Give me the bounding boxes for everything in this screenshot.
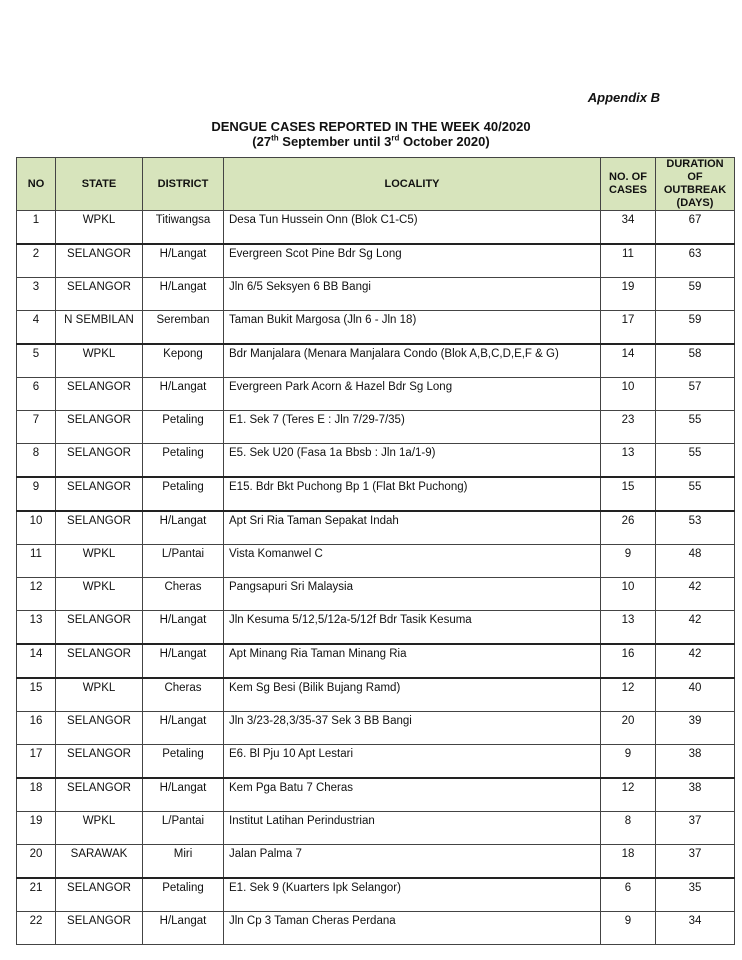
table-row: [17, 378, 735, 411]
cell-locality: Kem Pga Batu 7 Cheras: [224, 778, 601, 812]
header-district: DISTRICT: [143, 158, 224, 211]
cell-no: 15: [17, 678, 56, 712]
cell-district: L/Pantai: [143, 545, 224, 578]
cell-no: 17: [17, 745, 56, 779]
cell-days: 42: [656, 578, 735, 611]
cell-district: Cheras: [143, 678, 224, 712]
cell-district: L/Pantai: [143, 812, 224, 845]
table-row: [17, 745, 735, 779]
cell-cases: 8: [601, 812, 656, 845]
cell-district: H/Langat: [143, 278, 224, 311]
cell-cases: 13: [601, 444, 656, 478]
cell-no: 20: [17, 845, 56, 879]
cell-days: 37: [656, 812, 735, 845]
cell-cases: 6: [601, 878, 656, 912]
table-row: [17, 244, 735, 278]
appendix-label: Appendix B: [587, 90, 660, 105]
cell-district: Petaling: [143, 444, 224, 478]
cell-days: 58: [656, 344, 735, 378]
cell-state: SELANGOR: [56, 644, 143, 678]
table-row: [17, 578, 735, 611]
table-row: [17, 644, 735, 678]
table-row: [17, 211, 735, 245]
cell-cases: 11: [601, 244, 656, 278]
cell-district: Kepong: [143, 344, 224, 378]
header-state: STATE: [56, 158, 143, 211]
cell-days: 57: [656, 378, 735, 411]
cell-state: N SEMBILAN: [56, 311, 143, 345]
cell-cases: 12: [601, 678, 656, 712]
table-row: [17, 511, 735, 545]
dengue-cases-table: [16, 157, 735, 945]
cell-days: 67: [656, 211, 735, 245]
cell-cases: 9: [601, 545, 656, 578]
cell-no: 4: [17, 311, 56, 345]
cell-district: Cheras: [143, 578, 224, 611]
cell-district: Titiwangsa: [143, 211, 224, 245]
cell-no: 19: [17, 812, 56, 845]
cell-state: SELANGOR: [56, 778, 143, 812]
cell-state: WPKL: [56, 211, 143, 245]
cell-cases: 12: [601, 778, 656, 812]
cell-state: WPKL: [56, 578, 143, 611]
cell-district: H/Langat: [143, 644, 224, 678]
cell-state: WPKL: [56, 545, 143, 578]
cell-locality: Jln Cp 3 Taman Cheras Perdana: [224, 912, 601, 945]
table-row: [17, 311, 735, 345]
cell-locality: Jln 6/5 Seksyen 6 BB Bangi: [224, 278, 601, 311]
cell-no: 18: [17, 778, 56, 812]
cell-state: SELANGOR: [56, 745, 143, 779]
table-row: [17, 678, 735, 712]
cell-cases: 34: [601, 211, 656, 245]
cell-locality: Pangsapuri Sri Malaysia: [224, 578, 601, 611]
cell-cases: 23: [601, 411, 656, 444]
cell-state: SELANGOR: [56, 278, 143, 311]
table-row: [17, 545, 735, 578]
cell-locality: Institut Latihan Perindustrian: [224, 812, 601, 845]
cell-no: 13: [17, 611, 56, 645]
cell-days: 59: [656, 278, 735, 311]
cell-district: Seremban: [143, 311, 224, 345]
cell-state: SELANGOR: [56, 912, 143, 945]
cell-locality: E5. Sek U20 (Fasa 1a Bbsb : Jln 1a/1-9): [224, 444, 601, 478]
cell-state: WPKL: [56, 344, 143, 378]
cell-district: Petaling: [143, 411, 224, 444]
cell-days: 35: [656, 878, 735, 912]
cell-cases: 15: [601, 477, 656, 511]
cell-locality: Vista Komanwel C: [224, 545, 601, 578]
cell-days: 55: [656, 477, 735, 511]
cell-days: 55: [656, 444, 735, 478]
cell-locality: Jln Kesuma 5/12,5/12a-5/12f Bdr Tasik Kesuma: [224, 611, 601, 645]
cell-no: 2: [17, 244, 56, 278]
cell-district: H/Langat: [143, 778, 224, 812]
cell-days: 55: [656, 411, 735, 444]
cell-no: 14: [17, 644, 56, 678]
cell-cases: 20: [601, 712, 656, 745]
cell-days: 42: [656, 644, 735, 678]
cell-no: 9: [17, 477, 56, 511]
cell-locality: Evergreen Park Acorn & Hazel Bdr Sg Long: [224, 378, 601, 411]
cell-locality: E1. Sek 7 (Teres E : Jln 7/29-7/35): [224, 411, 601, 444]
table-row: [17, 812, 735, 845]
table-row: [17, 912, 735, 945]
cell-state: SELANGOR: [56, 244, 143, 278]
cell-no: 12: [17, 578, 56, 611]
cell-no: 10: [17, 511, 56, 545]
cell-no: 6: [17, 378, 56, 411]
cell-no: 22: [17, 912, 56, 945]
cell-locality: Evergreen Scot Pine Bdr Sg Long: [224, 244, 601, 278]
table-row: [17, 845, 735, 879]
cell-state: SELANGOR: [56, 444, 143, 478]
cell-locality: Desa Tun Hussein Onn (Blok C1-C5): [224, 211, 601, 245]
cell-locality: Jalan Palma 7: [224, 845, 601, 879]
cell-state: SELANGOR: [56, 477, 143, 511]
cell-cases: 14: [601, 344, 656, 378]
cell-state: WPKL: [56, 678, 143, 712]
cell-days: 53: [656, 511, 735, 545]
cell-district: H/Langat: [143, 712, 224, 745]
cell-no: 3: [17, 278, 56, 311]
title-line-1: DENGUE CASES REPORTED IN THE WEEK 40/2020: [211, 119, 531, 134]
cell-state: SELANGOR: [56, 878, 143, 912]
cell-district: Petaling: [143, 878, 224, 912]
cell-state: SELANGOR: [56, 611, 143, 645]
cell-no: 16: [17, 712, 56, 745]
cell-days: 37: [656, 845, 735, 879]
cell-days: 38: [656, 778, 735, 812]
cell-locality: Bdr Manjalara (Menara Manjalara Condo (Blok A,B,C,D,E,F & G): [224, 344, 601, 378]
table-row: [17, 477, 735, 511]
cell-cases: 13: [601, 611, 656, 645]
cell-cases: 9: [601, 745, 656, 779]
cell-days: 48: [656, 545, 735, 578]
cell-district: Petaling: [143, 477, 224, 511]
cell-district: Miri: [143, 845, 224, 879]
cell-no: 8: [17, 444, 56, 478]
cell-locality: E6. Bl Pju 10 Apt Lestari: [224, 745, 601, 779]
cell-district: Petaling: [143, 745, 224, 779]
cell-district: H/Langat: [143, 611, 224, 645]
cell-state: SARAWAK: [56, 845, 143, 879]
cell-state: SELANGOR: [56, 411, 143, 444]
table-row: [17, 878, 735, 912]
cell-locality: Kem Sg Besi (Bilik Bujang Ramd): [224, 678, 601, 712]
table-row: [17, 411, 735, 444]
cell-district: H/Langat: [143, 511, 224, 545]
cell-cases: 26: [601, 511, 656, 545]
cell-locality: Apt Sri Ria Taman Sepakat Indah: [224, 511, 601, 545]
cell-no: 11: [17, 545, 56, 578]
cell-locality: Apt Minang Ria Taman Minang Ria: [224, 644, 601, 678]
cell-days: 59: [656, 311, 735, 345]
cell-state: SELANGOR: [56, 378, 143, 411]
cell-district: H/Langat: [143, 378, 224, 411]
cell-locality: E1. Sek 9 (Kuarters Ipk Selangor): [224, 878, 601, 912]
table-row: [17, 712, 735, 745]
table-header-row: [17, 158, 735, 211]
cell-cases: 16: [601, 644, 656, 678]
document-title: [0, 119, 742, 149]
cell-no: 1: [17, 211, 56, 245]
cell-days: 38: [656, 745, 735, 779]
cell-days: 39: [656, 712, 735, 745]
cell-days: 34: [656, 912, 735, 945]
table-row: [17, 611, 735, 645]
header-cases: NO. OF CASES: [601, 158, 656, 211]
cell-state: SELANGOR: [56, 712, 143, 745]
cell-days: 63: [656, 244, 735, 278]
header-locality: LOCALITY: [224, 158, 601, 211]
cell-cases: 10: [601, 378, 656, 411]
cell-cases: 9: [601, 912, 656, 945]
cell-cases: 17: [601, 311, 656, 345]
title-line-2: (27th September until 3rd October 2020): [252, 133, 490, 149]
cell-no: 5: [17, 344, 56, 378]
cell-cases: 19: [601, 278, 656, 311]
cell-state: WPKL: [56, 812, 143, 845]
table-row: [17, 778, 735, 812]
cell-days: 42: [656, 611, 735, 645]
header-no: NO: [17, 158, 56, 211]
cell-days: 40: [656, 678, 735, 712]
cell-state: SELANGOR: [56, 511, 143, 545]
cell-no: 21: [17, 878, 56, 912]
cell-locality: Jln 3/23-28,3/35-37 Sek 3 BB Bangi: [224, 712, 601, 745]
table-row: [17, 278, 735, 311]
cell-locality: E15. Bdr Bkt Puchong Bp 1 (Flat Bkt Puchong): [224, 477, 601, 511]
cell-cases: 10: [601, 578, 656, 611]
cell-cases: 18: [601, 845, 656, 879]
cell-locality: Taman Bukit Margosa (Jln 6 - Jln 18): [224, 311, 601, 345]
cell-district: H/Langat: [143, 912, 224, 945]
cell-no: 7: [17, 411, 56, 444]
table-row: [17, 344, 735, 378]
cell-district: H/Langat: [143, 244, 224, 278]
table-row: [17, 444, 735, 478]
header-duration: DURATION OF OUTBREAK (DAYS): [656, 158, 735, 211]
